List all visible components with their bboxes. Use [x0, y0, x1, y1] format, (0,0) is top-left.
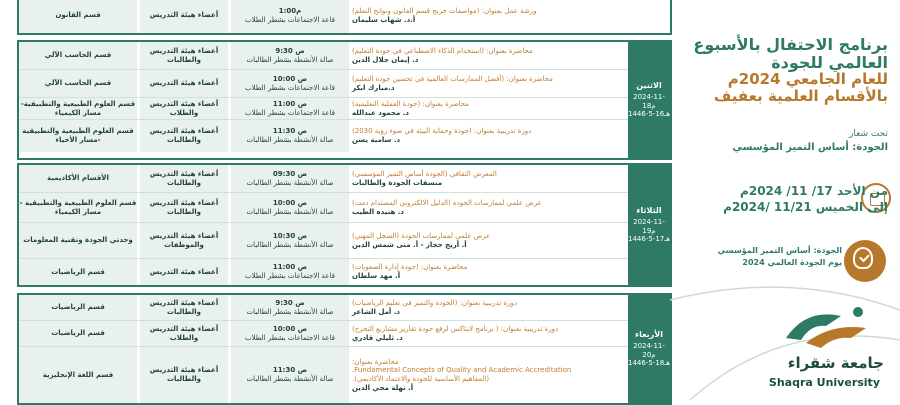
table-row — [19, 223, 628, 259]
dept-cell — [19, 70, 137, 97]
audience-cell — [140, 347, 228, 403]
activity-text: دورة تدريبية بعنوان: (جودة وحماية البيئة في ضوء رؤية 2030) — [352, 127, 532, 136]
place-text: صالة الأنشطة بشطر الطالبات — [246, 307, 334, 316]
time-cell — [231, 193, 349, 222]
time-text: 11:30 ص — [272, 127, 308, 136]
activity-text: محاضرة بعنوان: (جودة إدارة الصعوبات) — [352, 263, 468, 272]
time-cell — [231, 223, 349, 258]
place-text: صالة الأنشطة بشطر الطالبات — [246, 207, 334, 216]
dept-text: الأقسام الأكاديمية — [47, 174, 109, 183]
audience-text: أعضاء هيئة التدريس والطلاب — [149, 324, 219, 342]
activity-text: محاضرة بعنوان: (استخدام الذكاء الاصطناعي في جودة التعليم) — [352, 46, 533, 55]
audience-text: أعضاء هيئة التدريس والموظفات — [149, 231, 219, 249]
audience-cell — [140, 321, 228, 346]
day-name: الأربعاء — [635, 329, 663, 339]
audience-cell — [140, 42, 228, 69]
dept-text: قسم القانون — [55, 11, 101, 20]
audience-text: أعضاء هيئة التدريس والطالبات — [149, 169, 219, 187]
audience-text: أعضاء هيئة التدريس والطالبات — [149, 298, 219, 316]
slogan-text: الجودة: أساس التميز المؤسسي — [732, 141, 888, 153]
table-row — [19, 98, 628, 120]
activity-text: محاضرة بعنوان: (جودة العملية التعليمية) — [352, 99, 470, 108]
audience-text: أعضاء هيئة التدريس والطالبات — [149, 198, 219, 216]
date-to: إلى الخميس 11/21 /2024م — [723, 200, 888, 215]
place-text: قاعة الاجتماعات بشطر الطلاب — [245, 333, 335, 342]
dept-text: قسم اللغة الإنجليزية — [42, 370, 114, 379]
time-text: 10:30 ص — [272, 231, 308, 240]
dept-cell — [19, 165, 137, 192]
time-text: 10:00 ص — [272, 74, 308, 83]
table-row — [19, 42, 628, 70]
time-text: 10:00 ص — [272, 198, 308, 207]
dept-cell — [19, 0, 137, 33]
place-text: صالة الأنشطة بشطر الطالبات — [246, 55, 334, 64]
day-date-gregorian: 2024-11-20م — [633, 341, 665, 359]
activity-text: دورة تدريبية بعنوان: (الجودة والتميز في تعليم الرياضيات) — [352, 298, 517, 307]
dept-cell — [19, 321, 137, 346]
dept-cell — [19, 120, 137, 152]
university-name-en: Shaqra University — [768, 376, 880, 389]
day-block-tuesday — [17, 163, 672, 287]
table-row — [19, 259, 628, 285]
dept-cell — [19, 193, 137, 222]
day-date-hijri: 1446-5-18هـ — [628, 359, 670, 368]
audience-text: أعضاء هيئة التدريس والطلاب — [149, 99, 219, 117]
badge-line-2: يوم الجودة العالمي 2024 — [742, 258, 842, 267]
speaker-text: د. إيمان جلال الدين — [352, 55, 419, 64]
table-row — [19, 70, 628, 98]
activity-cell — [352, 165, 624, 192]
time-text: 11:30 ص — [272, 366, 308, 375]
dept-text: قسم الرياضيات — [51, 267, 105, 276]
activity-text: عرض علمي لممارسات الجودة (الدليل الالكتروني المستدام دمت) — [352, 198, 542, 207]
activity-text: محاضرة بعنوان: — [352, 357, 399, 366]
day-cell — [628, 165, 670, 285]
table-row — [19, 321, 628, 347]
time-cell — [231, 321, 349, 346]
audience-cell — [140, 98, 228, 119]
speaker-text: د. أمل الشاعر — [352, 307, 401, 316]
place-text: صالة الأنشطة بشطر الطالبات — [246, 178, 334, 187]
title-line-4: بالأقسام العلمية بعفيف — [713, 86, 888, 105]
audience-cell — [140, 223, 228, 258]
place-text: قاعة الاجتماعات بشطر الطلاب — [245, 108, 335, 117]
speaker-text: د. ثليلي قادري — [352, 333, 403, 342]
title-line-1: برنامج الاحتفال بالأسبوع — [693, 35, 888, 54]
program-title — [673, 36, 888, 104]
audience-cell — [140, 295, 228, 320]
day-block-monday — [17, 40, 672, 160]
activity-cell — [352, 70, 624, 97]
slogan-intro: تحت شعار — [849, 129, 888, 139]
activity-cell — [352, 295, 624, 320]
speaker-text: منسقات الجودة والطالبات — [352, 178, 443, 187]
activity-cell — [352, 223, 624, 258]
audience-cell — [140, 165, 228, 192]
quality-medal-icon — [844, 240, 886, 282]
table-row — [19, 347, 628, 403]
time-cell — [231, 98, 349, 119]
table-row — [19, 0, 670, 33]
time-text: 10:00 ص — [272, 324, 308, 333]
time-cell — [231, 70, 349, 97]
audience-cell — [140, 70, 228, 97]
audience-text: أعضاء هيئة التدريس — [149, 11, 219, 20]
day-date-gregorian: 2024-11-18م — [633, 92, 665, 110]
table-row — [19, 165, 628, 193]
activity-text: دورة تدريبية بعنوان: ( برنامج لابتاكس لرفع جودة تقارير مشاريع التخرج) — [352, 324, 559, 333]
speaker-text: د. سامية يسن — [352, 136, 401, 144]
title-line-3: للعام الجامعي 2024م — [727, 70, 888, 89]
day-cell — [628, 42, 670, 158]
table-row — [19, 193, 628, 223]
dept-text: وحدتي الجودة وتقنية المعلومات — [23, 236, 133, 245]
day-cell — [628, 295, 670, 403]
dept-text: قسم العلوم الطبيعية والتطبيقية- مسار الكيمياء — [20, 99, 136, 117]
activity-text: المعرض الثقافي (الجودة أساس التميز المؤسسي) — [352, 169, 497, 178]
dept-text: قسم العلوم الطبيعية والتطبيقية - مسار الكيمياء — [19, 198, 137, 216]
day-date-gregorian: 2024-11-19م — [633, 217, 665, 235]
dept-cell — [19, 42, 137, 69]
activity-text: Fundamental Concepts of Quality and Academic Accreditation. — [352, 366, 572, 375]
info-panel — [676, 0, 900, 400]
university-logo — [746, 298, 896, 393]
activity-cell — [352, 259, 624, 285]
date-from: من الأحد 17/ 11/ 2024م — [740, 184, 888, 198]
audience-text: أعضاء هيئة التدريس والطالبات — [149, 46, 219, 64]
audience-text: أعضاء هيئة التدريس والطالبات — [149, 127, 219, 144]
dept-text: قسم الرياضيات — [51, 303, 105, 312]
activity-cell — [352, 0, 624, 33]
day-date-hijri: 1446-5-16هـ — [628, 110, 670, 119]
activity-cell — [352, 321, 624, 346]
activity-cell — [352, 98, 624, 119]
time-text: 9:30 ص — [275, 298, 305, 307]
audience-cell — [140, 120, 228, 152]
badge-line-1: الجودة: أساس التميز المؤسسي — [717, 246, 842, 255]
place-text: قاعة الاجتماعات بشطر الطلاب — [245, 15, 335, 24]
speaker-text: أ. مهد سلطان — [352, 272, 401, 280]
speaker-text: د.مبارك ابكر — [352, 83, 395, 92]
audience-cell — [140, 193, 228, 222]
activity-text: عرض علمي لممارسات الجودة (السجل المهني) — [352, 231, 491, 240]
table-row — [19, 120, 628, 152]
audience-text: أعضاء هيئة التدريس والطالبات — [149, 366, 219, 383]
dept-cell — [19, 347, 137, 403]
day-block-wednesday — [17, 293, 672, 405]
slogan — [732, 128, 888, 155]
table-row — [19, 295, 628, 321]
audience-cell — [140, 0, 228, 33]
audience-cell — [140, 259, 228, 285]
university-name-ar: جامعة شقراء — [787, 354, 884, 372]
activity-cell — [352, 193, 624, 222]
activity-cell — [352, 42, 624, 69]
audience-text: أعضاء هيئة التدريس — [149, 79, 219, 88]
speaker-text: د. هنيده الطيب — [352, 207, 404, 216]
time-cell — [231, 42, 349, 69]
dept-cell — [19, 259, 137, 285]
dept-cell — [19, 223, 137, 258]
quality-day-badge — [718, 245, 842, 269]
time-text: 09:30 ص — [272, 169, 308, 178]
place-text: صالة الأنشطة بشطر الطالبات — [246, 375, 334, 383]
place-text: صالة الأنشطة بشطر الطالبات — [246, 136, 334, 144]
speaker-text: أ.د. شهاب سليمان — [352, 15, 416, 24]
day-name: الثلاثاء — [636, 205, 662, 215]
activity-text: (المفاهيم الأساسية للجودة والاعتماد الأكاديمي). — [352, 375, 490, 383]
speaker-text: د. محمود عبدالله — [352, 108, 409, 117]
activity-cell — [352, 347, 624, 403]
time-cell — [231, 347, 349, 403]
activity-text: ورشة عمل بعنوان: (مواصفات خريج قسم القانون ونواتج التعلم) — [352, 6, 537, 15]
audience-text: أعضاء هيئة التدريس — [149, 267, 219, 276]
time-cell — [231, 295, 349, 320]
time-cell — [231, 165, 349, 192]
day-name: الاثنين — [636, 80, 662, 90]
place-text: قاعة الاجتماعات بشطر الطلاب — [245, 83, 335, 92]
time-text: 11:00 ص — [272, 99, 308, 108]
speaker-text: أ. أريج حجاز - أ. منى شمس الدين — [352, 240, 467, 249]
time-text: 9:30 ص — [275, 46, 305, 55]
day-date-hijri: 1446-5-17هـ — [628, 235, 670, 244]
top-partial-block — [17, 0, 672, 35]
time-text: 1:00م — [278, 6, 302, 15]
time-cell — [231, 120, 349, 152]
dept-cell — [19, 295, 137, 320]
speaker-text: أ. نهلة مجي الدين — [352, 383, 414, 392]
logo-mark-icon — [746, 298, 896, 358]
place-text: قاعة الاجتماعات بشطر الطلاب — [245, 272, 335, 280]
title-line-2: العالمي للجودة — [771, 52, 888, 72]
dept-text: قسم الرياضيات — [51, 329, 105, 338]
dept-text: قسم الحاسب الآلي — [44, 79, 112, 88]
dept-text: قسم العلوم الطبيعية والتطبيقية -مسار الأحياء — [22, 127, 134, 144]
time-text: 11:00 ص — [272, 263, 308, 272]
dept-cell — [19, 98, 137, 119]
dept-text: قسم الحاسب الآلي — [44, 51, 112, 60]
time-cell — [231, 259, 349, 285]
event-dates — [723, 183, 888, 215]
place-text: صالة الأنشطة بشطر الطالبات — [246, 240, 334, 249]
activity-text: محاضرة بعنوان: (أفضل الممارسات العالمية في تحسين جودة التعليم) — [352, 74, 553, 83]
time-cell — [231, 0, 349, 33]
activity-cell — [352, 120, 624, 152]
